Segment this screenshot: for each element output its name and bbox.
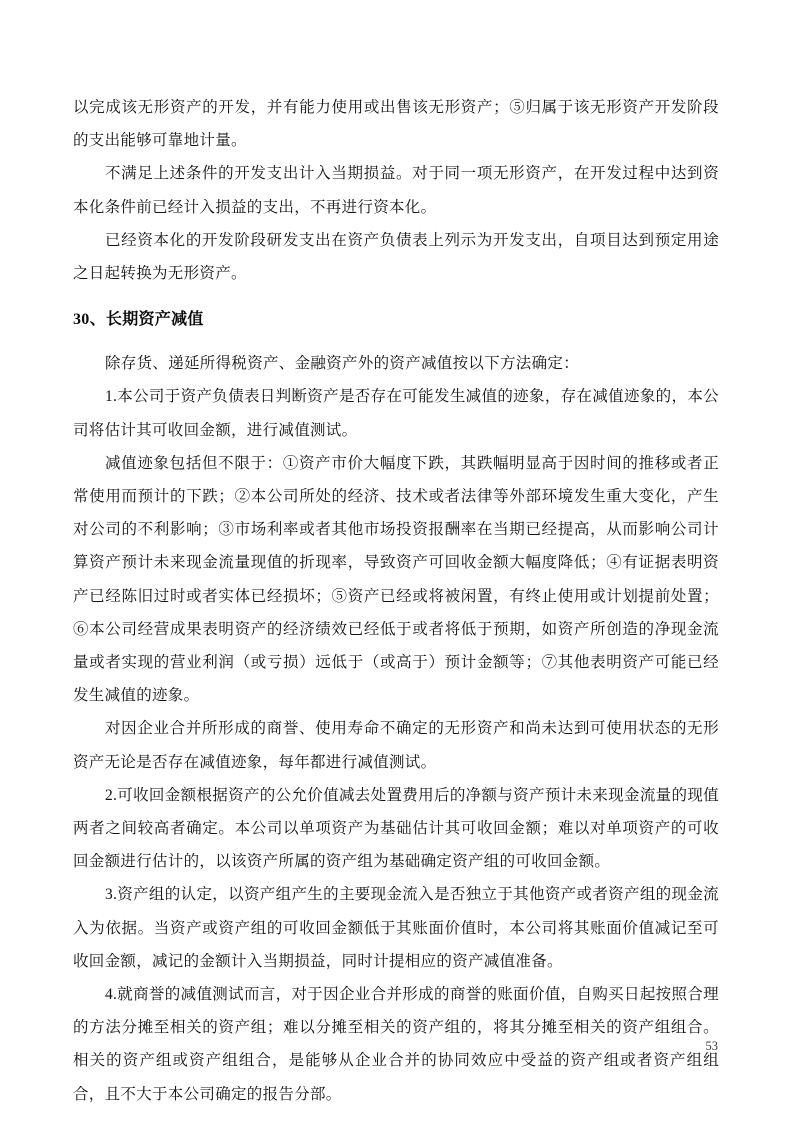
paragraph-item-2: 2.可收回金额根据资产的公允价值减去处置费用后的净额与资产预计未来现金流量的现值两者之间较高者确定。本公司以单项资产为基础估计其可收回金额；难以对单项资产的可收回金额进行估计的，以该资产所属的资产组为基础确定资产组的可收回金额。 <box>73 786 719 871</box>
paragraph-continuation: 以完成该无形资产的开发，并有能力使用或出售该无形资产；⑤归属于该无形资产开发阶段的支出能够可靠地计量。 <box>73 99 719 150</box>
document-content <box>73 91 719 1111</box>
paragraph-item-1: 1.本公司于资产负债表日判断资产是否存在可能发生减值的迹象，存在减值迹象的，本公司将估计其可收回金额，进行减值测试。 <box>73 388 719 439</box>
paragraph: 减值迹象包括但不限于：①资产市价大幅度下跌，其跌幅明显高于因时间的推移或者正常使用而预计的下跌；②本公司所处的经济、技术或者法律等外部环境发生重大变化，产生对公司的不利影响；③市场利率或者其他市场投资报酬率在当期已经提高，从而影响公司计算资产预计未来现金流量现值的折现率，导致资产可回收金额大幅度降低；④有证据表明资产已经陈旧过时或者实体已经损坏；⑤资产已经或将被闲置，有终止使用或计划提前处置；⑥本公司经营成果表明资产的经济绩效已经低于或者将低于预期，如资产所创造的净现金流量或者实现的营业利润（或亏损）远低于（或高于）预计金额等；⑦其他表明资产可能已经发生减值的迹象。 <box>73 454 719 705</box>
section-heading: 30、长期资产减值 <box>73 311 204 329</box>
paragraph-item-3: 3.资产组的认定，以资产组产生的主要现金流入是否独立于其他资产或者资产组的现金流入为依据。当资产或资产组的可收回金额低于其账面价值时，本公司将其账面价值减记至可收回金额，减记的金额计入当期损益，同时计提相应的资产减值准备。 <box>73 886 719 970</box>
paragraph: 对因企业合并所形成的商誉、使用寿命不确定的无形资产和尚未达到可使用状态的无形资产无论是否存在减值迹象，每年都进行减值测试。 <box>73 720 719 771</box>
paragraph: 不满足上述条件的开发支出计入当期损益。对于同一项无形资产，在开发过程中达到资本化条件前已经计入损益的支出，不再进行资本化。 <box>73 165 719 216</box>
page-number: 53 <box>705 1039 718 1053</box>
paragraph-item-4: 4.就商誉的减值测试而言，对于因企业合并形成的商誉的账面价值，自购买日起按照合理的方法分摊至相关的资产组；难以分摊至相关的资产组的，将其分摊至相关的资产组组合。相关的资产组或资产组组合，是能够从企业合并的协同效应中受益的资产组或者资产组组合，且不大于本公司确定的报告分部。 <box>73 986 719 1103</box>
paragraph: 已经资本化的开发阶段研发支出在资产负债表上列示为开发支出，自项目达到预定用途之日起转换为无形资产。 <box>73 231 719 283</box>
paragraph: 除存货、递延所得税资产、金融资产外的资产减值按以下方法确定： <box>105 355 580 373</box>
